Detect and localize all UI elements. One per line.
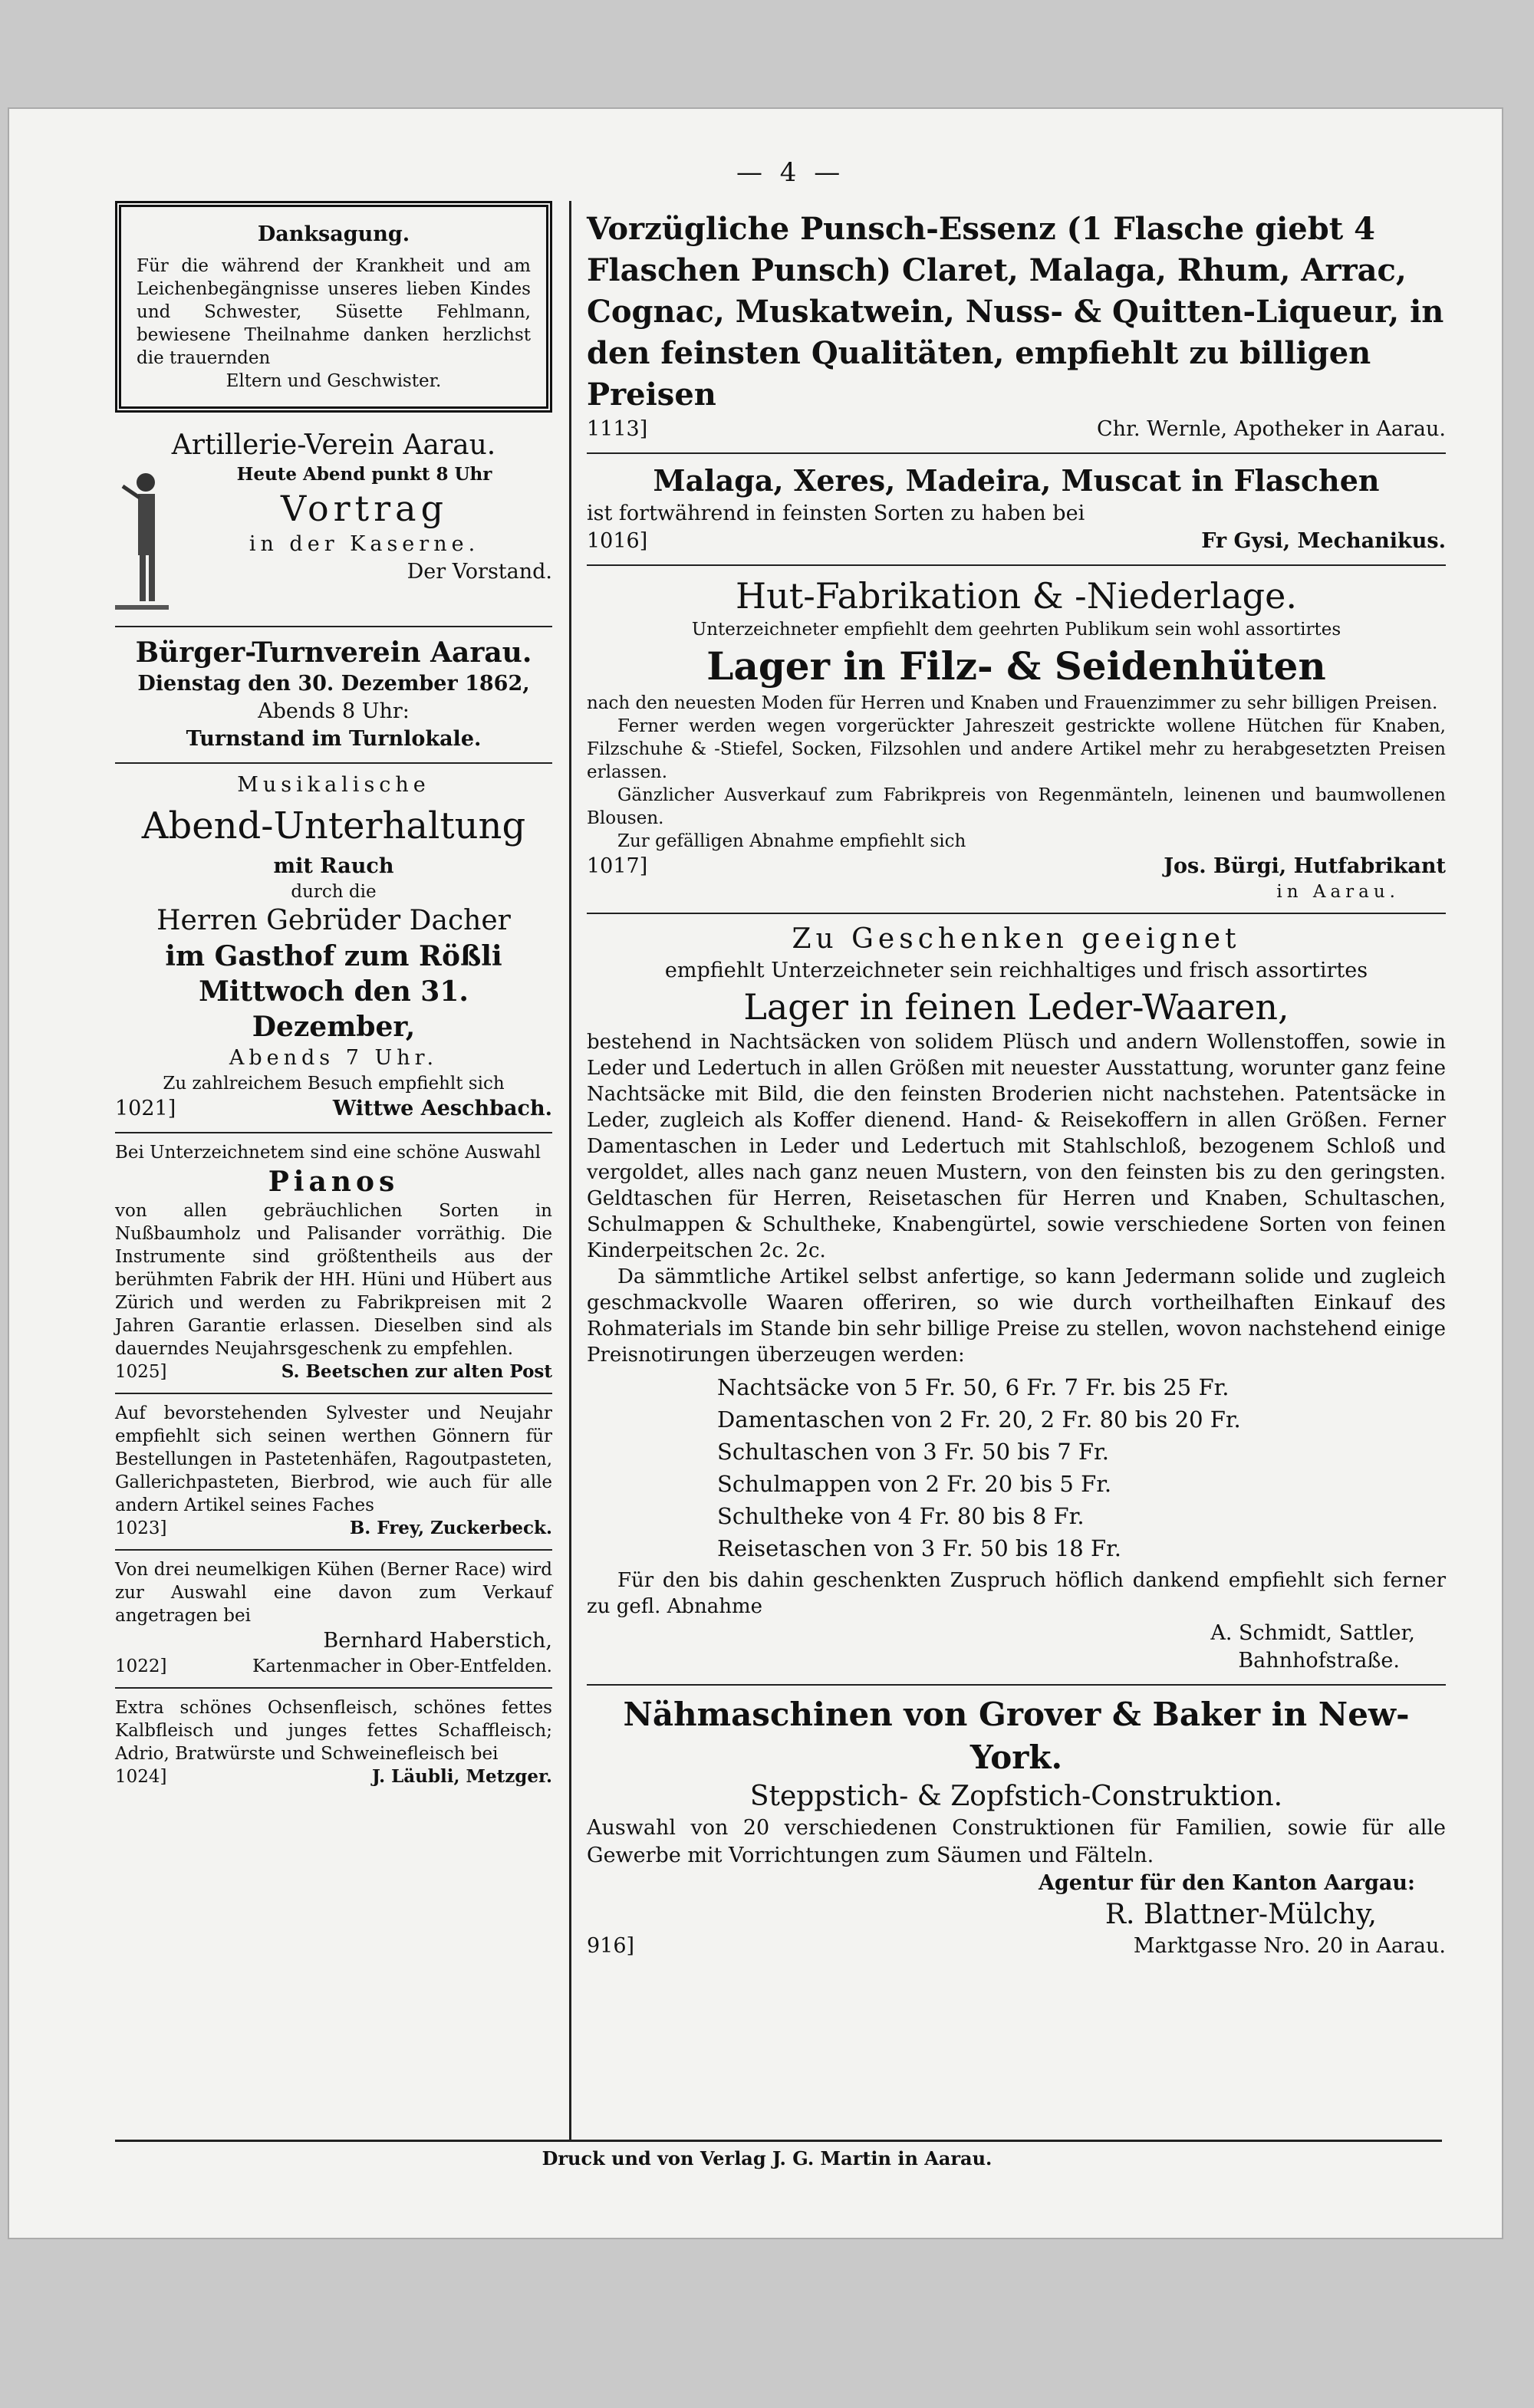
- hut-body3: Gänzlicher Ausverkauf zum Fabrikpreis von Regenmänteln, leinenen und baumwollenen Blousen.: [587, 785, 1446, 828]
- turnverein-time: Abends 8 Uhr:: [258, 699, 410, 723]
- ad-fleisch: [115, 1689, 552, 1798]
- hut-body4: Zur gefälligen Abnahme empfiehlt sich: [617, 831, 966, 851]
- leder-body1: bestehend in Nachtsäcken von solidem Plüsch und andern Wollenstoffen, sowie in Leder und Ledertuch in allen Größen mit neuester Ausstattung, worunter ganz feine Nachtsäcke mit Bild, die den feinsten Broderien nicht nachstehen. Patentsäcke in Leder, zugleich als Koffer dienend. Hand- & Reisekoffern in allen Größen. Ferner Damentaschen in Leder und Ledertuch mit Stahlschloß, bezogenem Schloß und vergoldet, alles nach ganz neuen Mustern, von den feinsten bis zu den geringsten. Geldtaschen für Herren, Reisetaschen für Herren und Knaben, Schultaschen, Schulmappen & Schultheke, Knabengürtel, sowie verschiedene Sorten von feinen Kinderpeitschen 2c. 2c.: [587, 1031, 1446, 1262]
- punsch-number: 1113]: [587, 417, 648, 441]
- kuehe-body: Von drei neumelkigen Kühen (Berner Race) wird zur Auswahl eine davon zum Verkauf angetragen bei: [115, 1560, 552, 1626]
- soldier-figure: [115, 463, 169, 617]
- turnverein-title: Bürger-Turnverein Aarau.: [135, 637, 532, 669]
- fleisch-body: Extra schönes Ochsenfleisch, schönes fettes Kalbfleisch und junges fettes Schaffleisch; Adrio, Bratwürste und Schweinefleisch bei: [115, 1698, 552, 1764]
- leder-headline: Lager in feinen Leder-Waaren,: [743, 986, 1289, 1028]
- musik-date: Mittwoch den 31. Dezember,: [199, 975, 469, 1043]
- hut-signature2: in Aarau.: [1276, 882, 1400, 902]
- page-number: — 4 —: [736, 157, 845, 188]
- musik-number: 1021]: [115, 1097, 176, 1120]
- fleisch-signature: J. Läubli, Metzger.: [372, 1766, 552, 1787]
- frey-number: 1023]: [115, 1518, 167, 1538]
- leder-signature2: Bahnhofstraße.: [1238, 1649, 1400, 1673]
- column-divider: [569, 201, 571, 2141]
- kuehe-number: 1022]: [115, 1656, 167, 1676]
- ad-frey: [115, 1394, 552, 1551]
- pianos-title: Pianos: [268, 1166, 400, 1198]
- leder-intro: empfiehlt Unterzeichneter sein reichhaltiges und frisch assortirtes: [664, 959, 1368, 982]
- price-item: Schulmappen von 2 Fr. 20 bis 5 Fr.: [717, 1471, 1112, 1497]
- ad-punsch: [587, 201, 1446, 454]
- pianos-intro: Bei Unterzeichnetem sind eine schöne Auswahl: [115, 1143, 541, 1163]
- leder-signature: A. Schmidt, Sattler,: [1210, 1621, 1415, 1645]
- musik-line5: im Gasthof zum Rößli: [165, 940, 502, 972]
- naehmaschinen-body: Auswahl von 20 verschiedenen Construktionen für Familien, sowie für alle Gewerbe mit Vorrichtungen zum Säumen und Fälteln.: [587, 1816, 1446, 1867]
- hut-intro: Unterzeichneter empfiehlt dem geehrten Publikum sein wohl assortirtes: [691, 620, 1341, 640]
- hut-number: 1017]: [587, 854, 648, 878]
- ad-leder: [587, 914, 1446, 1686]
- printer-imprint: Druck und von Verlag J. G. Martin in Aarau.: [542, 2147, 992, 2170]
- price-item: Reisetaschen von 3 Fr. 50 bis 18 Fr.: [717, 1535, 1121, 1561]
- naehmaschinen-name: R. Blattner-Mülchy,: [1104, 1899, 1377, 1930]
- naehmaschinen-number: 916]: [587, 1934, 635, 1958]
- ad-naehmaschinen: [587, 1686, 1446, 1969]
- danksagung-body: Für die während der Krankheit und am Leichenbegängnisse unseres lieben Kindes und Schwester, Süsette Fehlmann, bewiesene Theilnahme danken herzlichst die trauernden: [137, 256, 531, 368]
- pianos-signature: S. Beetschen zur alten Post: [281, 1361, 552, 1382]
- ad-pianos: [115, 1133, 552, 1394]
- left-column: [115, 201, 552, 1798]
- artillerie-vortrag: Vortrag: [280, 488, 449, 529]
- bottom-rule: [115, 2140, 1442, 2142]
- price-item: Nachtsäcke von 5 Fr. 50, 6 Fr. 7 Fr. bis 25 Fr.: [717, 1374, 1230, 1400]
- fleisch-number: 1024]: [115, 1767, 167, 1787]
- musik-line4: Herren Gebrüder Dacher: [156, 905, 511, 936]
- naehmaschinen-title: Nähmaschinen von Grover & Baker in New-York.: [623, 1696, 1410, 1776]
- ad-kuehe: [115, 1551, 552, 1689]
- malaga-signature: Fr Gysi, Mechanikus.: [1201, 529, 1446, 553]
- punsch-title: Vorzügliche Punsch-Essenz (1 Flasche giebt 4 Flaschen Punsch) Claret, Malaga, Rhum, Arrac, Cognac, Muskatwein, Nuss- & Quitten-Liqueur, in den feinsten Qualitäten, empfiehlt zu billigen Preisen: [587, 211, 1444, 413]
- hut-headline: Lager in Filz- & Seidenhüten: [706, 643, 1326, 689]
- ad-turnverein: [115, 627, 552, 764]
- malaga-title: Malaga, Xeres, Madeira, Muscat in Flaschen: [653, 463, 1380, 498]
- artillerie-title: Artillerie-Verein Aarau.: [171, 429, 496, 461]
- musik-signature: Wittwe Aeschbach.: [332, 1097, 552, 1120]
- naehmaschinen-subtitle: Steppstich- & Zopfstich-Construktion.: [749, 1781, 1283, 1812]
- price-item: Schultaschen von 3 Fr. 50 bis 7 Fr.: [717, 1439, 1109, 1465]
- malaga-number: 1016]: [587, 529, 648, 553]
- leder-body3: Für den bis dahin geschenkten Zuspruch höflich dankend empfiehlt sich ferner zu gefl. Abnahme: [587, 1569, 1446, 1618]
- turnverein-event: Turnstand im Turnlokale.: [186, 727, 482, 751]
- musik-line1: Musikalische: [237, 773, 430, 797]
- kuehe-name: Bernhard Haberstich,: [323, 1629, 552, 1653]
- ad-danksagung: [115, 201, 552, 413]
- danksagung-signature: Eltern und Geschwister.: [225, 371, 442, 391]
- right-column: [587, 201, 1446, 1969]
- leder-title: Zu Geschenken geeignet: [792, 923, 1241, 955]
- musik-title: Abend-Unterhaltung: [141, 804, 526, 847]
- leder-price-list: [717, 1371, 1446, 1564]
- musik-line6: Zu zahlreichem Besuch empfiehlt sich: [163, 1074, 505, 1094]
- danksagung-title: Danksagung.: [257, 222, 410, 246]
- ad-malaga: [587, 454, 1446, 566]
- naehmaschinen-agency: Agentur für den Kanton Aargau:: [1038, 1871, 1415, 1895]
- ad-musik: [115, 764, 552, 1133]
- turnverein-date: Dienstag den 30. Dezember 1862,: [137, 672, 530, 696]
- frey-signature: B. Frey, Zuckerbeck.: [349, 1518, 552, 1538]
- leder-body2: Da sämmtliche Artikel selbst anfertige, so kann Jedermann solide und zugleich geschmackvolle Waaren offeriren, so wie durch vortheilhaften Einkauf des Rohmaterials im Stande bin sehr billige Preise zu stellen, wovon nachstehend einige Preisnotirungen überzeugen werden:: [587, 1265, 1446, 1367]
- musik-time: Abends 7 Uhr.: [229, 1046, 439, 1070]
- hut-signature: Jos. Bürgi, Hutfabrikant: [1164, 854, 1446, 878]
- artillerie-signature: Der Vorstand.: [407, 560, 552, 584]
- ad-hut: [587, 566, 1446, 914]
- hut-body1: nach den neuesten Moden für Herren und Knaben und Frauenzimmer zu sehr billigen Preisen.: [587, 693, 1438, 713]
- naehmaschinen-address: Marktgasse Nro. 20 in Aarau.: [1133, 1934, 1446, 1958]
- punsch-signature: Chr. Wernle, Apotheker in Aarau.: [1096, 417, 1446, 441]
- musik-line3: durch die: [291, 882, 377, 902]
- pianos-body: von allen gebräuchlichen Sorten in Nußbaumholz und Palisander vorräthig. Die Instrumente sind größtentheils aus der berühmten Fabrik der HH. Hüni und Hübert aus Zürich und werden zu Fabrikpreisen mit 2 Jahren Garantie erlassen. Dieselben sind als dauerndes Neujahrsgeschenk zu empfehlen.: [115, 1201, 552, 1359]
- malaga-body: ist fortwährend in feinsten Sorten zu haben bei: [587, 502, 1085, 525]
- hut-title: Hut-Fabrikation & -Niederlage.: [736, 575, 1297, 617]
- artillerie-line1: Heute Abend punkt 8 Uhr: [236, 464, 492, 485]
- price-item: Schultheke von 4 Fr. 80 bis 8 Fr.: [717, 1503, 1085, 1529]
- kuehe-signature: Kartenmacher in Ober-Entfelden.: [252, 1656, 552, 1676]
- hut-body2: Ferner werden wegen vorgerückter Jahreszeit gestrickte wollene Hütchen für Knaben, Filzschuhe & -Stiefel, Socken, Filzsohlen und andere Artikel mehr zu herabgesetzten Preisen erlassen.: [587, 716, 1446, 782]
- ad-artillerie: [115, 420, 552, 627]
- musik-line2: mit Rauch: [273, 854, 394, 878]
- pianos-number: 1025]: [115, 1362, 167, 1382]
- price-item: Damentaschen von 2 Fr. 20, 2 Fr. 80 bis 20 Fr.: [717, 1406, 1241, 1433]
- artillerie-line3: in der Kaserne.: [249, 532, 480, 556]
- frey-body: Auf bevorstehenden Sylvester und Neujahr empfiehlt sich seinen werthen Gönnern für Bestellungen in Pastetenhäfen, Ragoutpasteten, Gallerichpasteten, Bierbrod, wie auch für alle andern Artikel seines Faches: [115, 1403, 552, 1515]
